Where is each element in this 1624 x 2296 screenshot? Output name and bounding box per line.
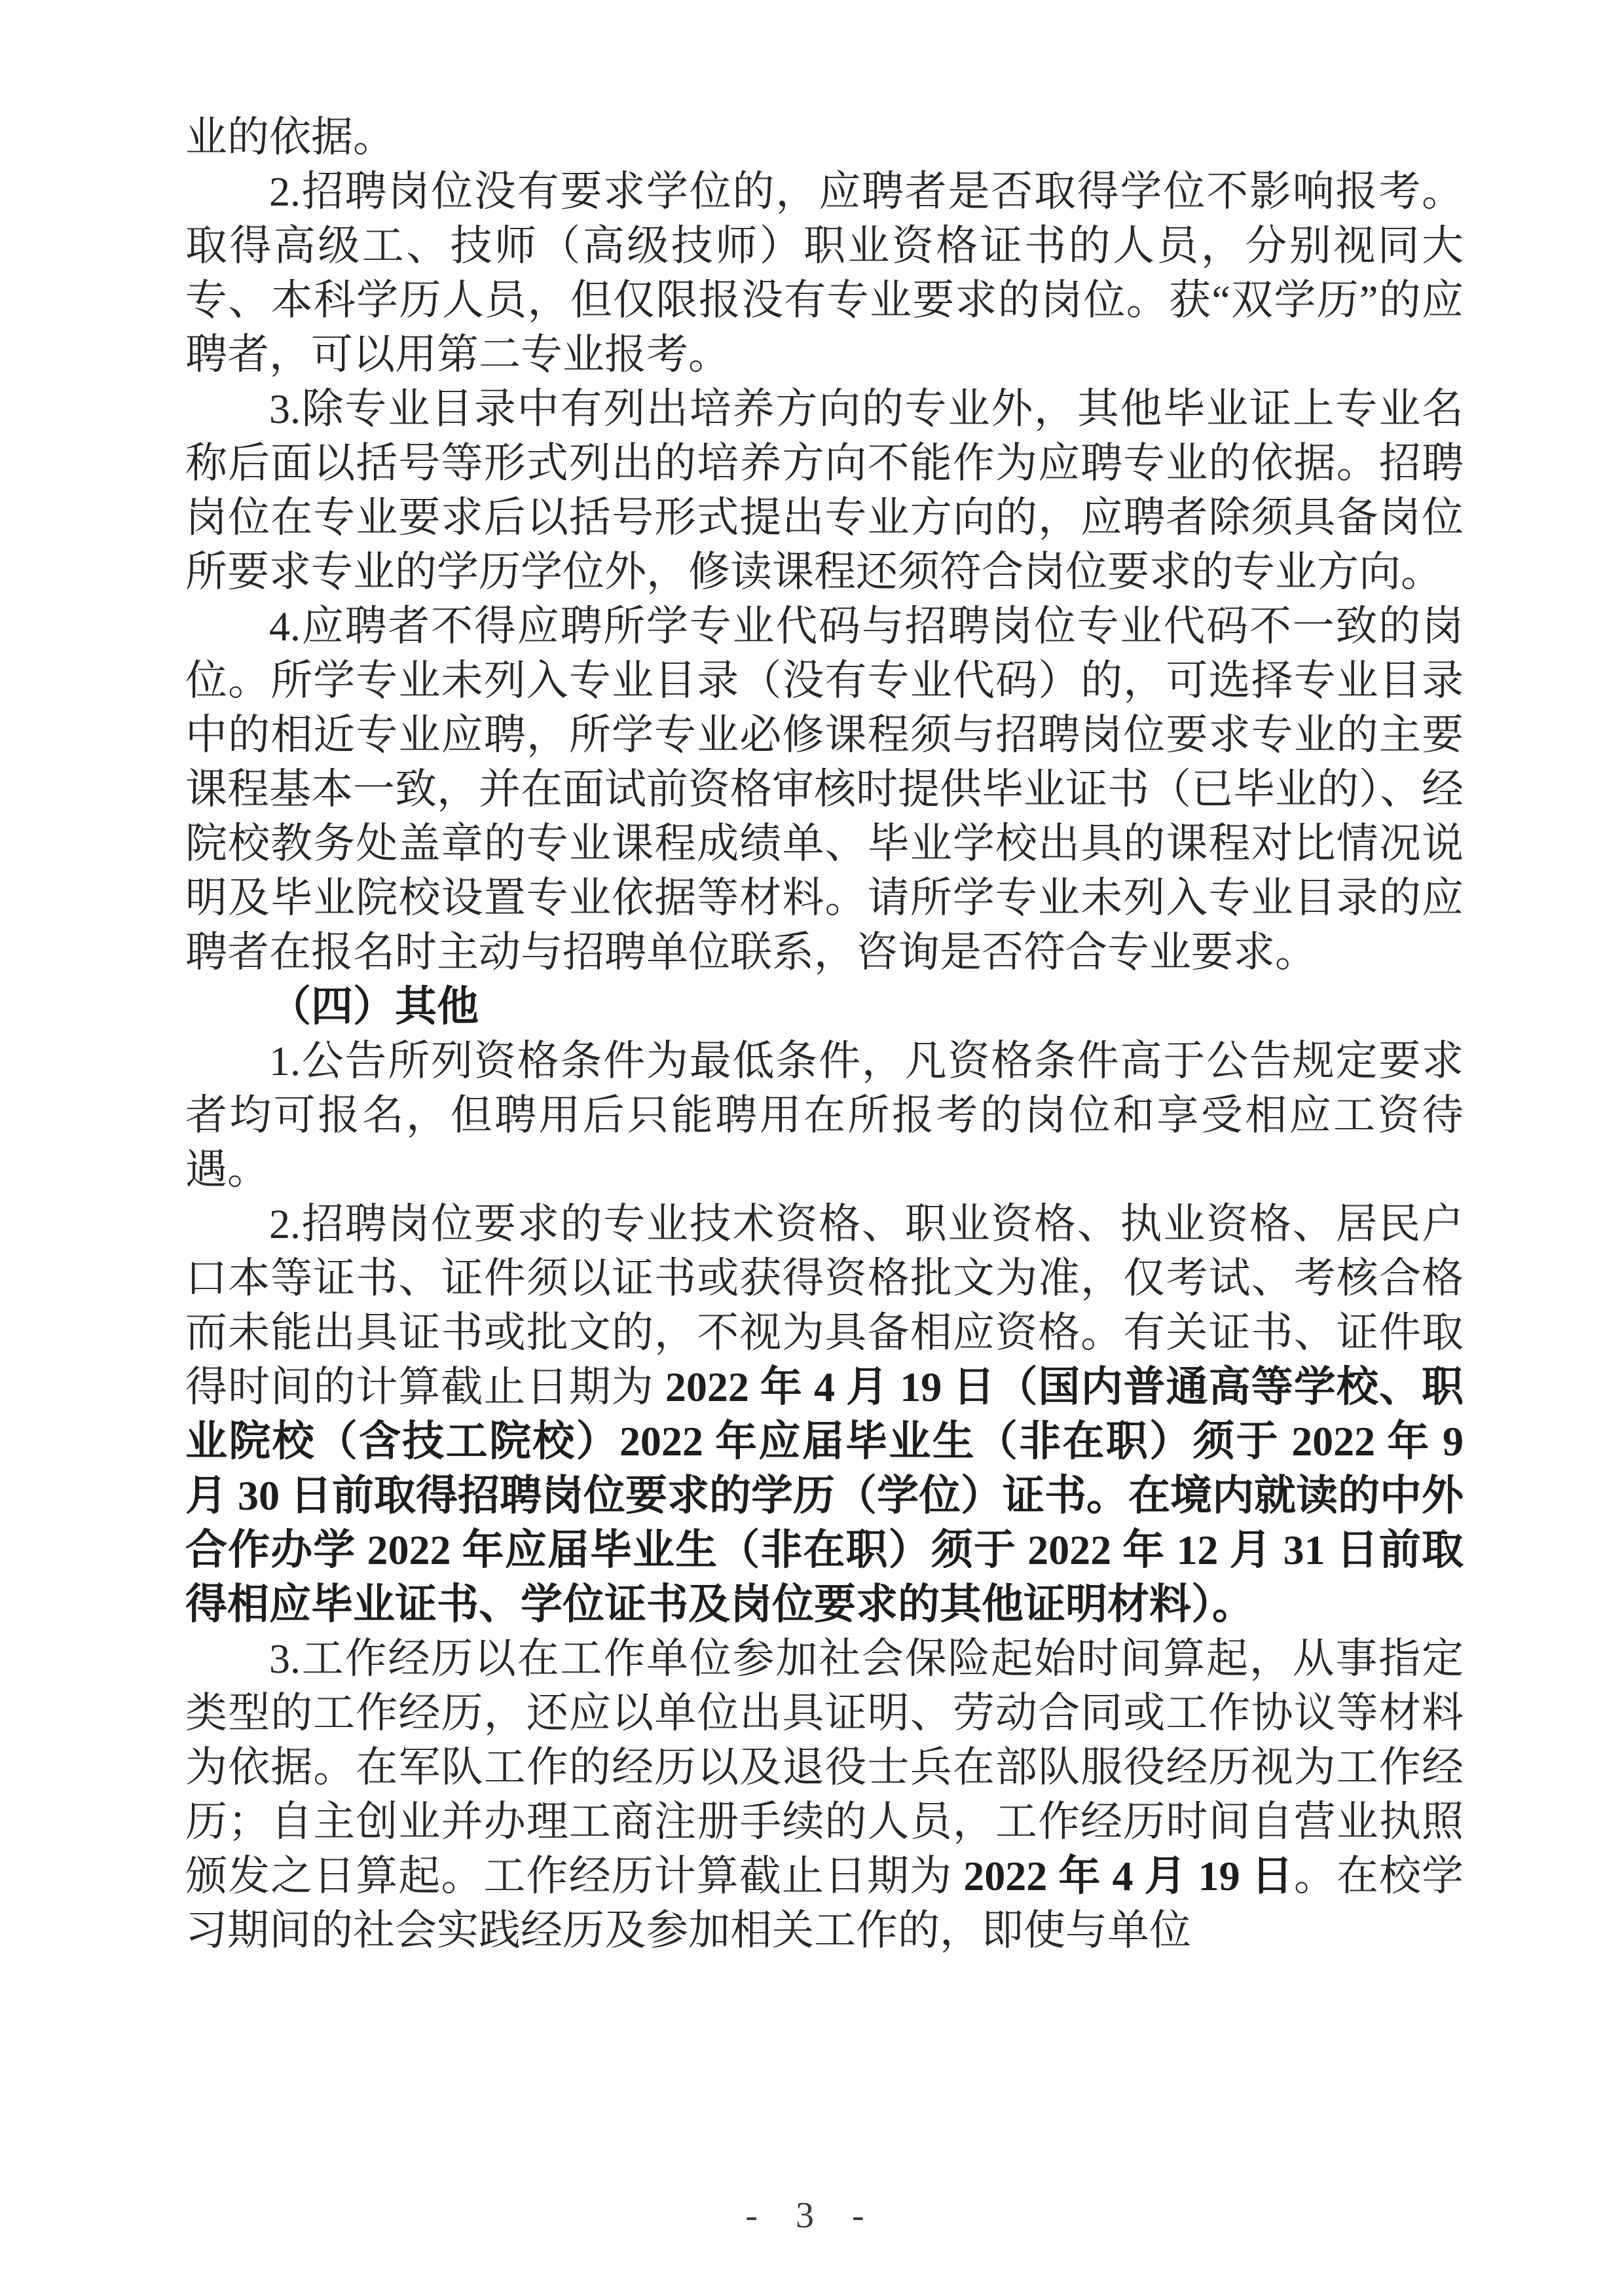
bold-text-run: （四）其他 [269,983,479,1030]
section-heading-four-other [185,979,1464,1034]
paragraph-other-1 [185,1034,1464,1197]
text-run: 业的依据。 [185,114,395,160]
text-run: 1.公告所列资格条件为最低条件，凡资格条件高于公告规定要求者均可报名，但聘用后只能聘用在所报考的岗位和享受相应工资待遇。 [185,1038,1464,1193]
paragraph-item-3 [185,382,1464,599]
text-run: 。在校学习期间的社会实践经历及参加相关工作的，即使与单位 [185,1853,1464,1954]
document-body [185,110,1464,1958]
paragraph-other-3 [185,1631,1464,1958]
bold-text-run: 2022 年 4 月 19 日（国内普通高等学校、职业院校（含技工院校）2022 年应届毕业生（非在职）须于 2022 年 9 月 30 日前取得招聘岗位要求的学历（学位）证书。在境内就读的中外合作办学 2022 年应届毕业生（非在职）须于 2022 年 12 月 31 日前取得相应毕业证书、学位证书及岗位要求的其他证明材料）。 [185,1364,1464,1628]
text-run: 3.除专业目录中有列出培养方向的专业外，其他毕业证上专业名称后面以括号等形式列出的培养方向不能作为应聘专业的依据。招聘岗位在专业要求后以括号形式提出专业方向的，应聘者除须具备岗位所要求专业的学历学位外，修读课程还须符合岗位要求的专业方向。 [185,386,1464,595]
paragraph-item-4 [185,599,1464,979]
bold-text-run: 2022 年 4 月 19 日 [963,1853,1294,1899]
text-run: 2.招聘岗位要求的专业技术资格、职业资格、执业资格、居民户口本等证书、证件须以证书或获得资格批文为准，仅考试、考核合格而未能出具证书或批文的，不视为具备相应资格。有关证书、证件取得时间的计算截止日期为 [185,1201,1464,1410]
paragraph-continuation [185,110,1464,164]
page-number: - 3 - [745,2195,879,2236]
text-run: 3.工作经历以在工作单位参加社会保险起始时间算起，从事指定类型的工作经历，还应以单位出具证明、劳动合同或工作协议等材料为依据。在军队工作的经历以及退役士兵在部队服役经历视为工作经历；自主创业并办理工商注册手续的人员，工作经历时间自营业执照颁发之日算起。工作经历计算截止日期为 [185,1635,1464,1899]
text-run: 4.应聘者不得应聘所学专业代码与招聘岗位专业代码不一致的岗位。所学专业未列入专业目录（没有专业代码）的，可选择专业目录中的相近专业应聘，所学专业必修课程须与招聘岗位要求专业的主要课程基本一致，并在面试前资格审核时提供毕业证书（已毕业的）、经院校教务处盖章的专业课程成绩单、毕业学校出具的课程对比情况说明及毕业院校设置专业依据等材料。请所学专业未列入专业目录的应聘者在报名时主动与招聘单位联系，咨询是否符合专业要求。 [185,603,1464,975]
text-run: 2.招聘岗位没有要求学位的，应聘者是否取得学位不影响报考。取得高级工、技师（高级技师）职业资格证书的人员，分别视同大专、本科学历人员，但仅限报没有专业要求的岗位。获“双学历”的应聘者，可以用第二专业报考。 [185,168,1464,378]
paragraph-item-2 [185,164,1464,382]
paragraph-other-2 [185,1197,1464,1631]
